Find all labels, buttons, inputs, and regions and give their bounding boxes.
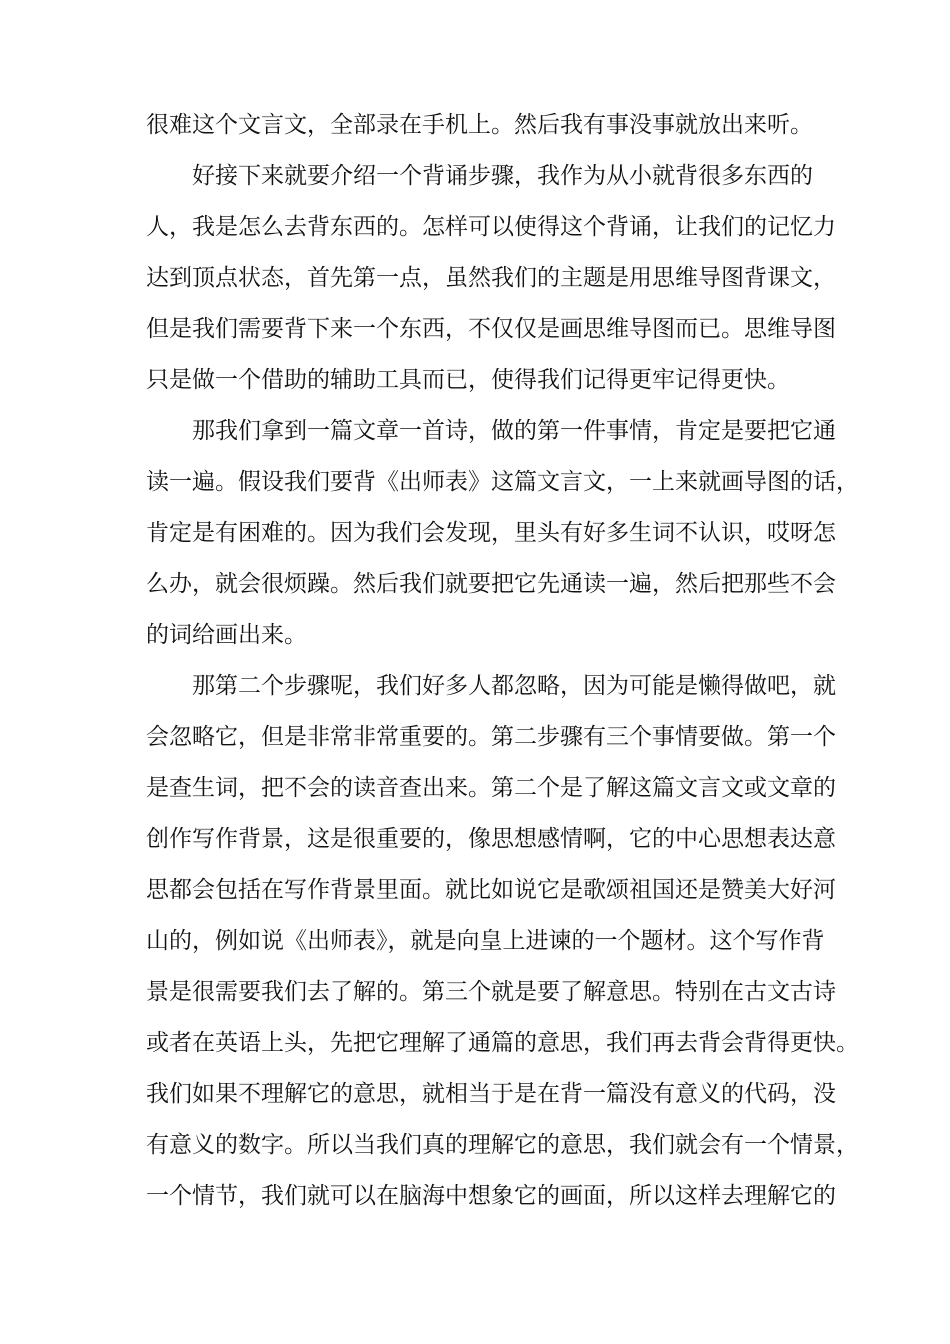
text-line: 很难这个文言文，全部录在手机上。然后我有事没事就放出来听。 — [146, 112, 813, 138]
paragraph — [146, 151, 836, 406]
text-line: 一个情节，我们就可以在脑海中想象它的画面，所以这样去理解它的 — [146, 1183, 836, 1209]
text-line: 好接下来就要介绍一个背诵步骤，我作为从小就背很多东西的 — [192, 163, 813, 189]
text-line: 那第二个步骤呢，我们好多人都忽略，因为可能是懒得做吧，就 — [192, 673, 836, 699]
document-body — [146, 100, 859, 1222]
text-line: 山的，例如说《出师表》，就是向皇上进谏的一个题材。这个写作背 — [146, 928, 825, 954]
text-line: 的词给画出来。 — [146, 622, 307, 648]
text-line: 那我们拿到一篇文章一首诗，做的第一件事情，肯定是要把它通 — [192, 418, 836, 444]
text-line: 有意义的数字。所以当我们真的理解它的意思，我们就会有一个情景， — [146, 1132, 859, 1158]
text-line: 人，我是怎么去背东西的。怎样可以使得这个背诵，让我们的记忆力 — [146, 214, 836, 240]
text-line: 么办，就会很烦躁。然后我们就要把它先通读一遍，然后把那些不会 — [146, 571, 836, 597]
text-line: 或者在英语上头，先把它理解了通篇的意思，我们再去背会背得更快。 — [146, 1030, 859, 1056]
text-line: 我们如果不理解它的意思，就相当于是在背一篇没有意义的代码，没 — [146, 1081, 836, 1107]
text-line: 思都会包括在写作背景里面。就比如说它是歌颂祖国还是赞美大好河 — [146, 877, 836, 903]
paragraph — [146, 100, 816, 151]
text-line: 但是我们需要背下来一个东西，不仅仅是画思维导图而已。思维导图 — [146, 316, 836, 342]
text-line: 创作写作背景，这是很重要的，像思想感情啊，它的中心思想表达意 — [146, 826, 836, 852]
text-line: 达到顶点状态，首先第一点，虽然我们的主题是用思维导图背课文， — [146, 265, 836, 291]
text-line: 只是做一个借助的辅助工具而已，使得我们记得更牢记得更快。 — [146, 367, 790, 393]
text-line: 读一遍。假设我们要背《出师表》这篇文言文，一上来就画导图的话， — [146, 469, 859, 495]
text-line: 是查生词，把不会的读音查出来。第二个是了解这篇文言文或文章的 — [146, 775, 836, 801]
paragraph — [146, 661, 859, 1222]
text-line: 肯定是有困难的。因为我们会发现，里头有好多生词不认识，哎呀怎 — [146, 520, 836, 546]
text-line: 会忽略它，但是非常非常重要的。第二步骤有三个事情要做。第一个 — [146, 724, 836, 750]
paragraph — [146, 406, 859, 661]
text-line: 景是很需要我们去了解的。第三个就是要了解意思。特别在古文古诗 — [146, 979, 836, 1005]
